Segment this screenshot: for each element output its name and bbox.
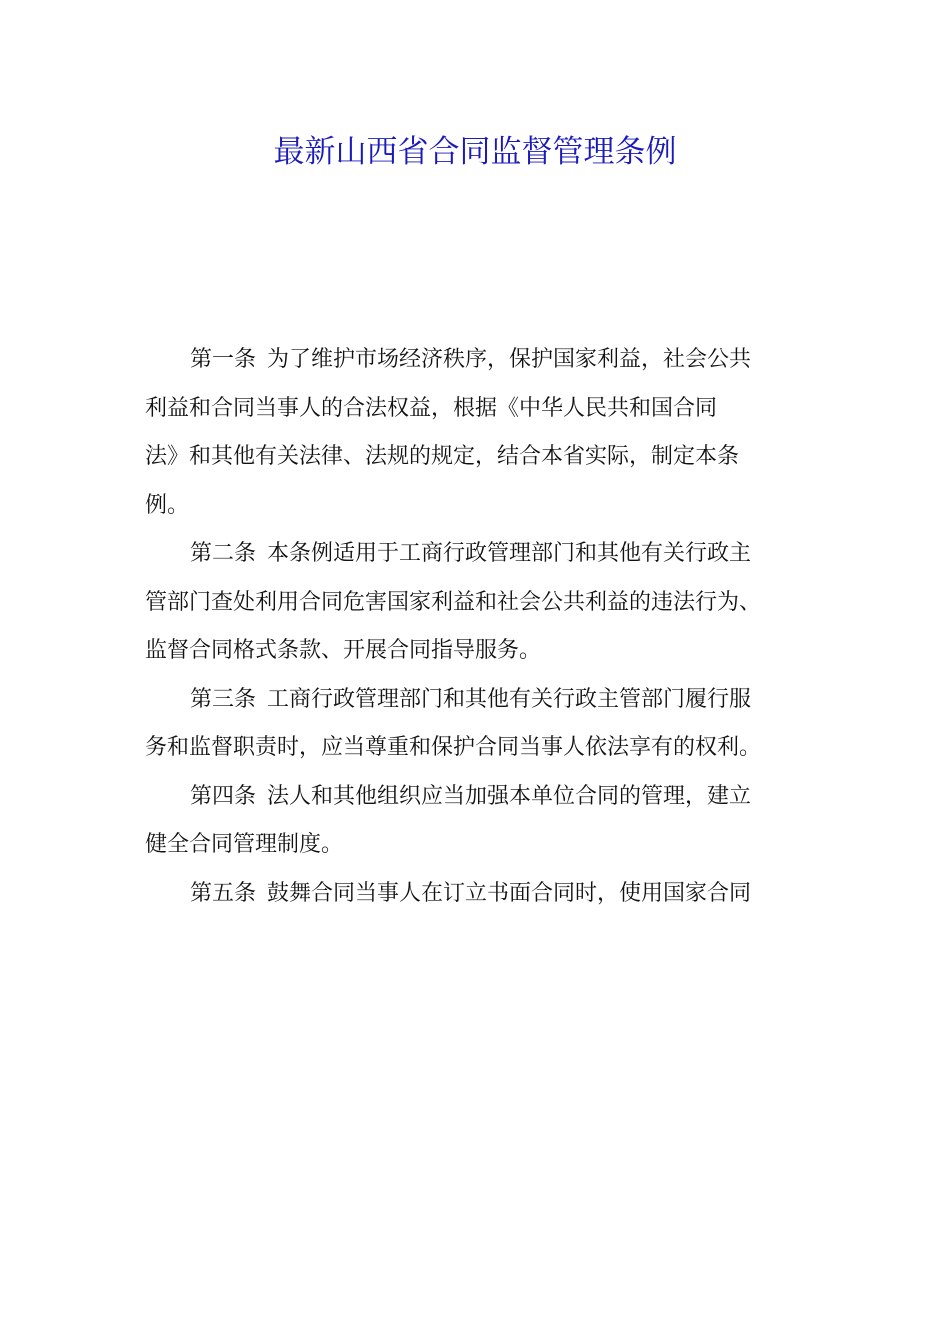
article-label: 第三条 xyxy=(190,686,257,712)
article-line: 健全合同管理制度。 xyxy=(145,832,344,857)
article-2 xyxy=(145,530,807,676)
article-label: 第五条 xyxy=(190,880,257,906)
article-line xyxy=(145,530,807,579)
article-text: 为了维护市场经济秩序，保护国家利益，社会公共 xyxy=(267,347,752,372)
article-text: 本条例适用于工商行政管理部门和其他有关行政主 xyxy=(267,541,752,566)
article-line xyxy=(145,870,807,919)
article-text: 鼓舞合同当事人在订立书面合同时，使用国家合同 xyxy=(267,880,752,906)
article-text: 法人和其他组织应当加强本单位合同的管理，建立 xyxy=(267,783,752,809)
document-body xyxy=(145,336,807,918)
article-line: 管部门查处利用合同危害国家利益和社会公共利益的违法行为、 xyxy=(145,589,762,615)
article-label: 第二条 xyxy=(190,541,257,566)
article-label: 第四条 xyxy=(190,783,257,809)
article-line: 监督合同格式条款、开展合同指导服务。 xyxy=(145,638,542,663)
article-4 xyxy=(145,773,807,870)
article-line xyxy=(145,773,807,822)
article-line: 务和监督职责时，应当尊重和保护合同当事人依法享有的权利。 xyxy=(145,735,762,760)
article-line: 利益和合同当事人的合法权益，根据《中华人民共和国合同 xyxy=(145,395,718,421)
article-line: 例。 xyxy=(145,492,190,518)
article-line xyxy=(145,336,807,385)
article-3 xyxy=(145,676,807,773)
article-5 xyxy=(145,870,807,919)
article-line xyxy=(145,676,807,725)
article-line: 法》和其他有关法律、法规的规定，结合本省实际，制定本条 xyxy=(145,444,740,469)
article-label: 第一条 xyxy=(190,347,257,372)
article-text: 工商行政管理部门和其他有关行政主管部门履行服 xyxy=(267,686,752,712)
article-1 xyxy=(145,336,807,530)
document-title: 最新山西省合同监督管理条例 xyxy=(273,134,677,170)
